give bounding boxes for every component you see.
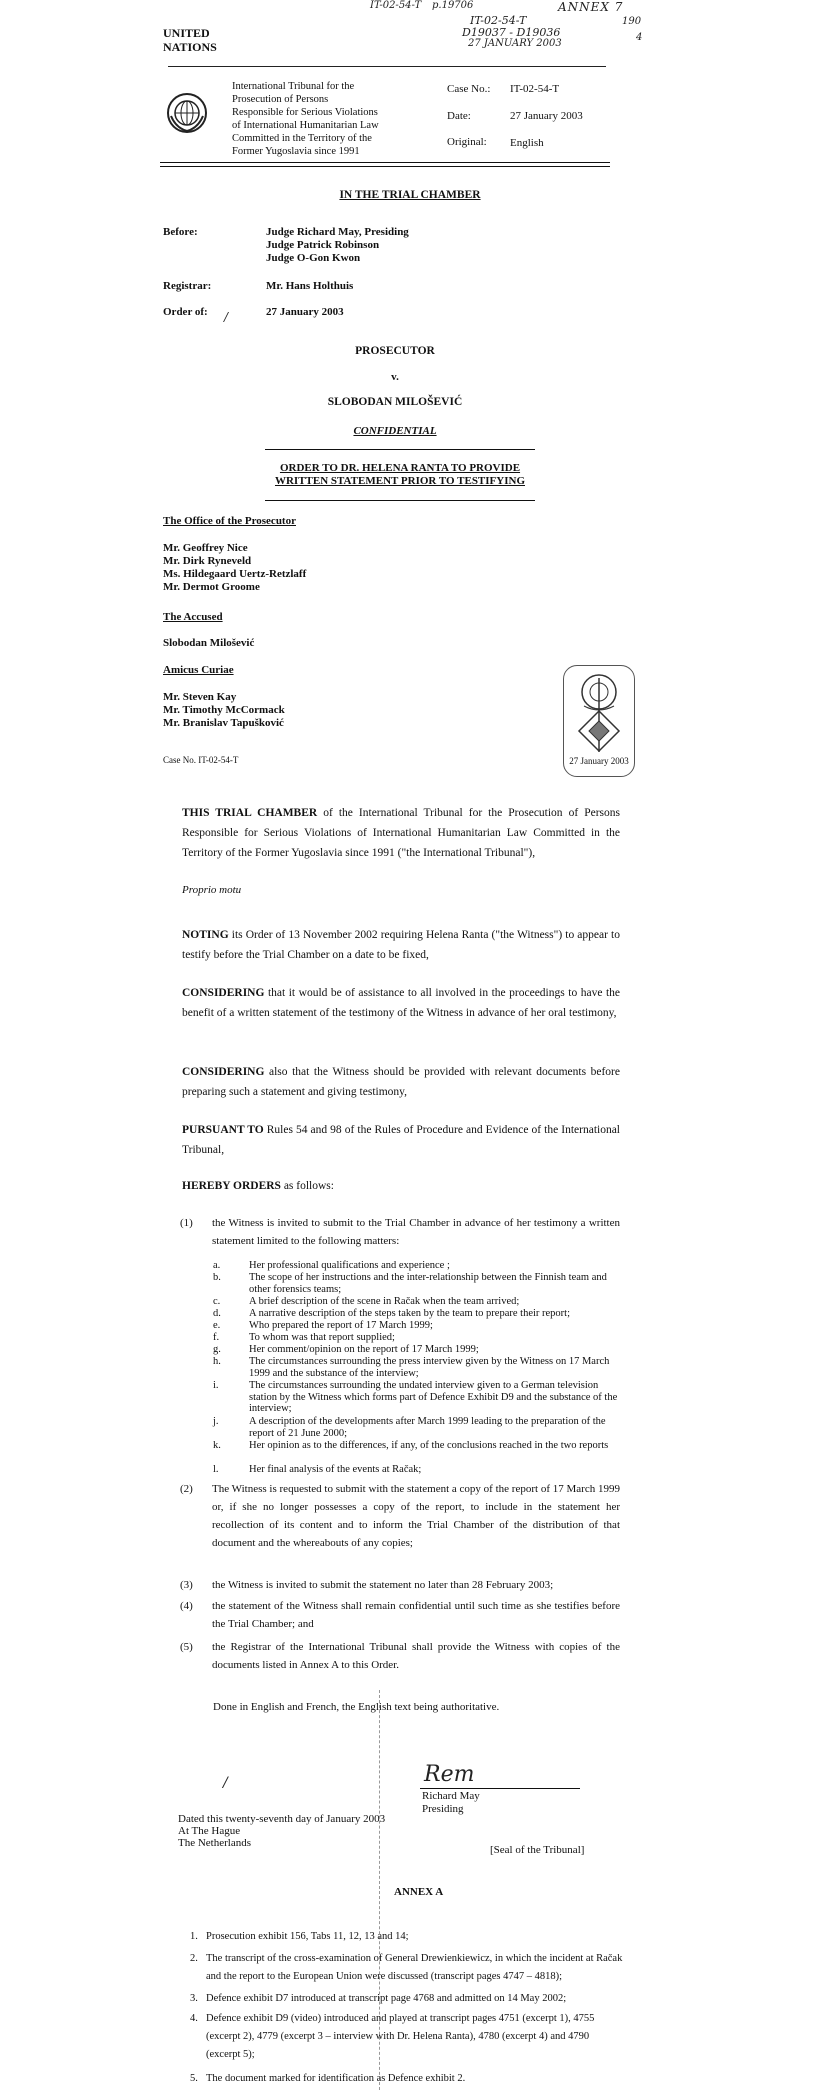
annex-item (190, 1990, 630, 2008)
matter-item (213, 1380, 623, 1416)
matter-key: b. (213, 1272, 221, 1283)
date-value: 27 January 2003 (510, 110, 583, 122)
handwritten-corner-num2: 4 (636, 32, 643, 43)
matter-item (213, 1308, 623, 1320)
preamble-lead: THIS TRIAL CHAMBER (182, 807, 318, 819)
judge: Judge Patrick Robinson (266, 239, 380, 251)
matter-text: Who prepared the report of 17 March 1999; (249, 1320, 433, 1331)
pursuant-paragraph (182, 1120, 620, 1160)
order-number: (1) (180, 1217, 193, 1229)
registrar-label: Registrar: (163, 280, 212, 292)
annex-item (190, 2070, 630, 2088)
order-number: (3) (180, 1579, 193, 1591)
matter-key: c. (213, 1296, 221, 1307)
handwritten-corner-num1: 190 (622, 16, 642, 27)
matter-item (213, 1272, 623, 1296)
signature-role: Presiding (422, 1803, 464, 1815)
case-footer: Case No. IT-02-54-T (163, 755, 239, 765)
annex-number: 5. (190, 2073, 198, 2084)
matter-item (213, 1356, 623, 1380)
annex-number: 1. (190, 1931, 198, 1942)
considering-lead: CONSIDERING (182, 987, 265, 999)
order-text: the Registrar of the International Tribunal shall provide the Witness with copies of the documents listed in Annex A to this Order. (212, 1641, 620, 1671)
order-number: (4) (180, 1600, 193, 1612)
matter-key: d. (213, 1308, 221, 1319)
noting-paragraph (182, 925, 620, 965)
order-number: (5) (180, 1641, 193, 1653)
matter-key: k. (213, 1440, 221, 1451)
matter-text: A description of the developments after March 1999 leading to the preparation of the report of 21 June 2000; (249, 1416, 606, 1439)
matter-item (213, 1332, 623, 1344)
matter-key: a. (213, 1260, 221, 1271)
noting-lead: NOTING (182, 929, 229, 941)
done-text: Done in English and French, the English text being authoritative. (213, 1701, 500, 1713)
amicus-heading: Amicus Curiae (163, 664, 234, 676)
un-line2: NATIONS (163, 40, 217, 54)
order-title (230, 462, 570, 488)
amicus-member: Mr. Timothy McCormack (163, 704, 285, 716)
matter-key: g. (213, 1344, 221, 1355)
header-rule (160, 162, 610, 163)
order-item (180, 1480, 620, 1554)
preamble-text: of the International Tribunal for the Prosecution of Persons Responsible for Serious Violations of International Humanitarian Law Committed in the Territory of the Former Yugoslavia since 1991 ("the International Tribunal"), (182, 807, 620, 859)
annex-title: ANNEX A (394, 1886, 444, 1898)
prosecutor-member: Ms. Hildegaard Uertz-Retzlaff (163, 568, 307, 580)
tribunal-name (232, 80, 402, 158)
matter-text: Her final analysis of the events at Račak; (249, 1464, 422, 1475)
dated-line3: The Netherlands (178, 1837, 251, 1849)
annex-text: Defence exhibit D7 introduced at transcript page 4768 and admitted on 14 May 2002; (206, 1993, 567, 2004)
accused-heading: The Accused (163, 611, 223, 623)
noting-text: its Order of 13 November 2002 requiring Helena Ranta ("the Witness") to appear to testify before the Trial Chamber on a date to be fixed, (182, 929, 620, 961)
seal-date: 27 January 2003 (569, 756, 629, 766)
order-of-label: Order of: (163, 306, 208, 318)
annex-item (190, 1928, 630, 1946)
matter-key: l. (213, 1464, 219, 1475)
annex-text: The document marked for identification as Defence exhibit 2. (206, 2073, 466, 2084)
judges-list (266, 226, 409, 265)
accused-name: Slobodan Milošević (163, 637, 255, 649)
matter-key: e. (213, 1320, 221, 1331)
considering-also-paragraph (182, 1062, 620, 1102)
title-rule-bottom (265, 500, 535, 501)
tribunal-line: Prosecution of Persons (232, 94, 329, 105)
order-text: The Witness is requested to submit with the statement a copy of the report of 17 March 1999 or, if she no longer possesses a copy of the report, to include in the statement her recollection of its content and to inform the Trial Chamber of the distribution of that document and the whereabouts of any copies; (212, 1483, 620, 1549)
order-title-line1: ORDER TO DR. HELENA RANTA TO PROVIDE (279, 462, 521, 474)
case-label: Case No.: (447, 83, 491, 95)
matter-item (213, 1296, 623, 1308)
matter-text: The circumstances surrounding the undated interview given to a German television station by the Witness which forms part of Defence Exhibit D9 and the substance of the interview; (249, 1380, 618, 1414)
handwritten-corner-annex: ANNEX 7 (558, 0, 624, 14)
matter-item (213, 1464, 623, 1476)
matter-item (213, 1416, 623, 1440)
tribunal-line: Committed in the Territory of the (232, 133, 372, 144)
matter-text: Her professional qualifications and experience ; (249, 1260, 450, 1271)
matter-text: To whom was that report supplied; (249, 1332, 395, 1343)
matter-text: A brief description of the scene in Račak when the team arrived; (249, 1296, 520, 1307)
dated-line2: At The Hague (178, 1825, 241, 1837)
order-of-value: 27 January 2003 (266, 306, 344, 318)
judge: Judge O-Gon Kwon (266, 252, 361, 264)
parties-block (163, 515, 463, 730)
pursuant-lead: PURSUANT TO (182, 1124, 264, 1136)
seal-emblem-icon (564, 666, 634, 756)
signature-line (420, 1788, 580, 1789)
tribunal-seal (563, 665, 635, 777)
annex-text: Prosecution exhibit 156, Tabs 11, 12, 13 and 14; (206, 1931, 409, 1942)
matter-text: The scope of her instructions and the inter-relationship between the Finnish team and other forensics teams; (249, 1272, 607, 1295)
matter-item (213, 1344, 623, 1356)
orders-heading (182, 1176, 620, 1196)
prosecutor-member: Mr. Dirk Ryneveld (163, 555, 252, 567)
annex-number: 2. (190, 1953, 198, 1964)
check-mark: / (224, 310, 229, 324)
handwritten-stamp-line1: IT-02-54-T (470, 14, 527, 27)
un-line1: UNITED (163, 26, 210, 40)
annex-item (190, 2010, 630, 2064)
matter-key: j. (213, 1416, 219, 1427)
order-text: the Witness is invited to submit to the Trial Chamber in advance of her testimony a written statement limited to the following matters: (212, 1217, 620, 1247)
order-item (180, 1214, 620, 1254)
before-label: Before: (163, 226, 198, 238)
caption-confidential: CONFIDENTIAL (353, 425, 437, 437)
preamble-paragraph (182, 803, 620, 863)
handwritten-stamp-line3: 27 JANUARY 2003 (468, 38, 562, 49)
check-mark: / (223, 1775, 228, 1791)
matter-key: f. (213, 1332, 220, 1343)
matter-key: i. (213, 1380, 219, 1391)
order-item (180, 1638, 620, 1674)
orders-text: as follows: (280, 1180, 334, 1192)
amicus-member: Mr. Branislav Tapušković (163, 717, 284, 729)
tribunal-line: of International Humanitarian Law (232, 120, 379, 131)
order-title-line2: WRITTEN STATEMENT PRIOR TO TESTIFYING (274, 475, 525, 487)
matter-key: h. (213, 1356, 221, 1367)
amicus-member: Mr. Steven Kay (163, 691, 237, 703)
header-rule-2 (160, 166, 610, 167)
annex-item (190, 1950, 630, 1986)
seal-note: [Seal of the Tribunal] (490, 1844, 585, 1856)
tribunal-line: Responsible for Serious Violations (232, 107, 378, 118)
caption-accused: SLOBODAN MILOŠEVIĆ (327, 396, 463, 408)
proprio-motu: Proprio motu (182, 884, 242, 896)
dated-block (178, 1813, 385, 1849)
un-emblem-icon (166, 92, 208, 134)
order-item (180, 1576, 620, 1594)
original-value: English (510, 137, 544, 149)
registrar-value: Mr. Hans Holthuis (266, 280, 354, 292)
matter-text: Her opinion as to the differences, if any, of the conclusions reached in the two reports (249, 1440, 609, 1451)
caption-v: v. (391, 371, 399, 383)
order-number: (2) (180, 1483, 193, 1495)
prosecutor-member: Mr. Dermot Groome (163, 581, 260, 593)
handwritten-stamp-line2: D19037 - D19036 (462, 26, 561, 39)
tribunal-line: International Tribunal for the (232, 81, 355, 92)
case-value: IT-02-54-T (510, 83, 560, 95)
un-name (163, 26, 217, 54)
handwritten-ref-top: IT-02-54-T (370, 0, 422, 11)
signature-name: Richard May (422, 1790, 480, 1802)
title-rule-top (265, 449, 535, 450)
signature-scribble: Rem (424, 1762, 475, 1787)
header-top-rule (168, 66, 606, 67)
matter-item (213, 1440, 623, 1464)
pursuant-text: Rules 54 and 98 of the Rules of Procedure and Evidence of the International Tribunal, (182, 1124, 621, 1156)
order-text: the statement of the Witness shall remain confidential until such time as she testifies before the Trial Chamber; and (212, 1600, 620, 1630)
dated-line1: Dated this twenty-seventh day of January 2003 (178, 1813, 386, 1825)
annex-text: Defence exhibit D9 (video) introduced and played at transcript pages 4751 (excerpt 1), 4755 (excerpt 2), 4779 (excerpt 3 – interview with Dr. Helena Ranta), 4780 (excerpt 4) and 4790 (excerpt 5); (206, 2013, 595, 2060)
chamber-title: IN THE TRIAL CHAMBER (339, 189, 481, 201)
considering-paragraph (182, 983, 620, 1023)
matter-text: A narrative description of the steps taken by the team to prepare their report; (249, 1308, 571, 1319)
annex-text: The transcript of the cross-examination of General Drewienkiewicz, in which the incident at Račak and the report to the European Union were discussed (transcript pages 4747 – 4818); (206, 1953, 623, 1982)
caption-prosecutor: PROSECUTOR (355, 345, 435, 357)
matter-text: The circumstances surrounding the press interview given by the Witness on 17 March 1999 and the substance of the interview; (249, 1356, 610, 1379)
orders-lead: HEREBY ORDERS (182, 1180, 281, 1192)
annex-number: 4. (190, 2013, 198, 2024)
order-item (180, 1597, 620, 1633)
considering-text: that it would be of assistance to all involved in the proceedings to have the benefit of a written statement of the testimony of the Witness in advance of her oral testimony, (182, 987, 620, 1019)
original-label: Original: (447, 136, 487, 148)
tribunal-line: Former Yugoslavia since 1991 (232, 146, 360, 157)
matter-text: Her comment/opinion on the report of 17 March 1999; (249, 1344, 479, 1355)
prosecutor-member: Mr. Geoffrey Nice (163, 542, 248, 554)
considering-also-lead: CONSIDERING (182, 1066, 265, 1078)
judge: Judge Richard May, Presiding (266, 226, 409, 238)
date-label: Date: (447, 110, 471, 122)
handwritten-page-ref: p.19706 (432, 0, 474, 11)
considering-also-text: also that the Witness should be provided with relevant documents before preparing such a statement and giving testimony, (182, 1066, 620, 1098)
annex-number: 3. (190, 1993, 198, 2004)
prosecutor-heading: The Office of the Prosecutor (163, 515, 296, 527)
order-text: the Witness is invited to submit the statement no later than 28 February 2003; (212, 1579, 554, 1591)
matter-item (213, 1260, 623, 1272)
matter-item (213, 1320, 623, 1332)
